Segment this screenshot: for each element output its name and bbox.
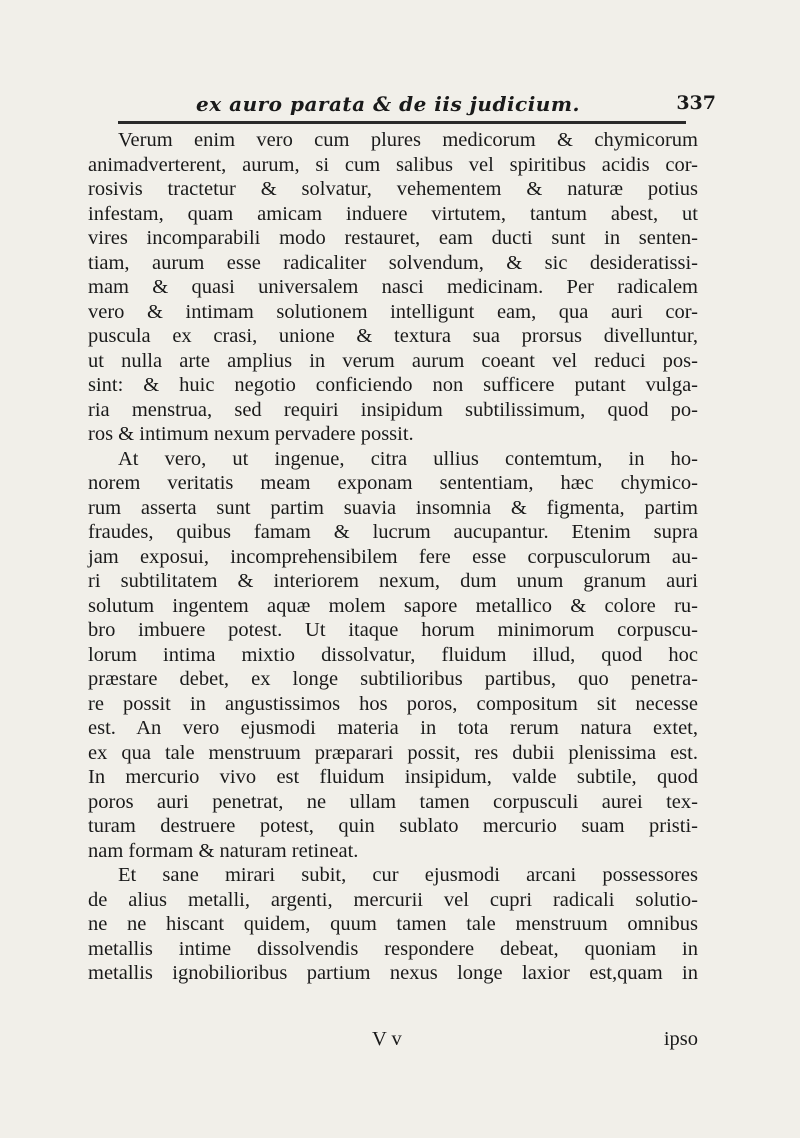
- text-line: turam destruere potest, quin sublato mercurio suam pristi-: [88, 815, 698, 837]
- text-line: Verum enim vero cum plures medicorum & chymicorum: [118, 129, 698, 151]
- text-line: metallis ignobilioribus partium nexus longe laxior est,quam in: [88, 962, 698, 984]
- running-head: [96, 92, 716, 118]
- text-line: metallis intime dissolvendis respondere debeat, quoniam in: [88, 937, 698, 960]
- text-line: de alius metalli, argenti, mercurii vel cupri radicali solutio-: [88, 888, 698, 911]
- text-line: ne ne hiscant quidem, quum tamen tale menstruum omnibus: [88, 913, 698, 935]
- text-line: In mercurio vivo est fluidum insipidum, valde subtile, quod: [88, 766, 698, 788]
- text-line: re possit in angustissimos hos poros, compositum sit necesse: [88, 692, 698, 715]
- body-text: [88, 128, 698, 986]
- text-line: poros auri penetrat, ne ullam tamen corpusculi aurei tex-: [88, 790, 698, 813]
- text-line: norem veritatis meam exponam sententiam, hæc chymico-: [88, 472, 698, 494]
- catchword: ipso: [663, 1028, 698, 1050]
- text-line: jam exposui, incomprehensibilem fere esse corpusculorum au-: [88, 545, 698, 568]
- header-rule: [118, 121, 686, 124]
- text-line: vero & intimam solutionem intelligunt eam, qua auri cor-: [88, 300, 698, 323]
- text-line: mam & quasi universalem nasci medicinam. Per radicalem: [88, 276, 698, 298]
- text-line: præstare debet, ex longe subtilioribus partibus, quo penetra-: [88, 668, 698, 690]
- signature-mark: V v: [372, 1028, 402, 1050]
- text-line: tiam, aurum esse radicaliter solvendum, & sic desideratissi-: [88, 251, 698, 274]
- text-line: solutum ingentem aquæ molem sapore metallico & colore ru-: [88, 594, 698, 617]
- text-line: ut nulla arte amplius in verum aurum coeant vel reduci pos-: [88, 349, 698, 372]
- text-line: ros & intimum nexum pervadere possit.: [88, 423, 414, 445]
- text-line: bro imbuere potest. Ut itaque horum minimorum corpuscu-: [88, 619, 698, 641]
- text-line: ria menstrua, sed requiri insipidum subtilissimum, quod po-: [88, 398, 698, 421]
- text-line: rum asserta sunt partim suavia insomnia & figmenta, partim: [88, 496, 698, 519]
- text-line: lorum intima mixtio dissolvatur, fluidum illud, quod hoc: [88, 643, 698, 666]
- text-line: At vero, ut ingenue, citra ullius contemtum, in ho-: [118, 447, 698, 470]
- page-number: 337: [676, 92, 716, 114]
- text-line: fraudes, quibus famam & lucrum aucupantur. Etenim supra: [88, 521, 698, 543]
- text-line: rosivis tractetur & solvatur, vehementem & naturæ potius: [88, 178, 698, 200]
- text-line: Et sane mirari subit, cur ejusmodi arcani possessores: [118, 864, 698, 886]
- text-line: puscula ex crasi, unione & textura sua prorsus divelluntur,: [88, 325, 698, 347]
- text-line: ex qua tale menstruum præparari possit, res dubii plenissima est.: [88, 741, 698, 764]
- text-line: vires incomparabili modo restauret, eam ducti sunt in senten-: [88, 227, 698, 249]
- text-line: infestam, quam amicam induere virtutem, tantum abest, ut: [88, 202, 698, 225]
- text-line: animadverterent, aurum, si cum salibus vel spiritibus acidis cor-: [88, 153, 698, 176]
- text-line: ri subtilitatem & interiorem nexum, dum unum granum auri: [88, 570, 698, 592]
- text-line: sint: & huic negotio conficiendo non sufficere putant vulga-: [88, 374, 698, 396]
- running-title: ex auro parata & de iis judicium.: [196, 92, 580, 116]
- text-line: est. An vero ejusmodi materia in tota rerum natura extet,: [88, 717, 698, 739]
- text-line: nam formam & naturam retineat.: [88, 839, 359, 862]
